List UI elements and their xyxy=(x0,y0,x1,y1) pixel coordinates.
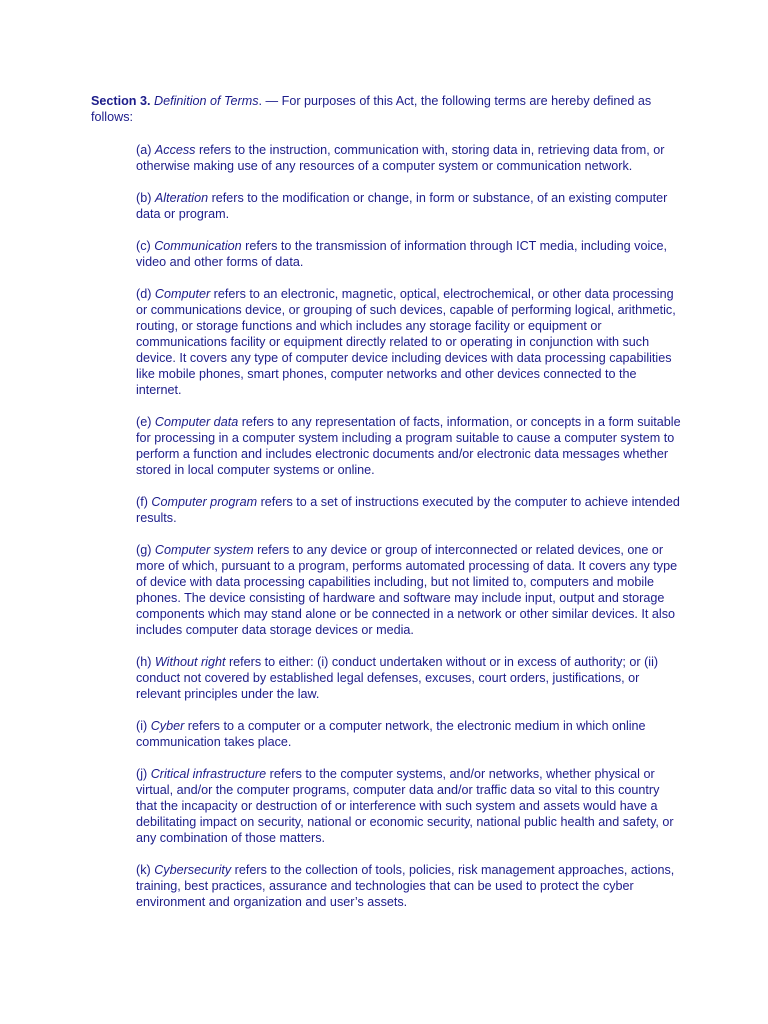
definition-text: refers to any representation of facts, information, or concepts in a form suitable for processing in a computer system including a program suitable to cause a computer system to perform a function and includes electronic documents and/or electronic data messages whether stored in local computer systems or online. xyxy=(136,415,681,477)
definition-letter: (i) xyxy=(136,719,151,733)
definition-letter: (b) xyxy=(136,191,155,205)
definition-computer-data xyxy=(136,414,681,478)
definition-text: refers to a computer or a computer network, the electronic medium in which online communication takes place. xyxy=(136,719,646,749)
definition-text: refers to the collection of tools, policies, risk management approaches, actions, training, best practices, assurance and technologies that can be used to protect the cyber environment and organization and user’s assets. xyxy=(136,863,675,909)
definition-letter: (k) xyxy=(136,863,155,877)
definitions-list xyxy=(136,142,681,926)
section-intro: . — For purposes of this Act, the following terms are hereby defined as follows: xyxy=(91,94,652,124)
definition-letter: (f) xyxy=(136,495,152,509)
definition-term: Communication xyxy=(154,239,242,253)
definition-letter: (c) xyxy=(136,239,155,253)
definition-term: Cyber xyxy=(150,719,185,733)
definition-term: Computer xyxy=(154,287,211,301)
definition-cyber xyxy=(136,718,681,750)
definition-term: Computer system xyxy=(154,543,254,557)
definition-computer-program xyxy=(136,494,681,526)
definition-computer xyxy=(136,286,681,398)
definition-cybersecurity xyxy=(136,862,681,910)
definition-letter: (g) xyxy=(136,543,155,557)
definition-letter: (e) xyxy=(136,415,155,429)
definition-access xyxy=(136,142,681,174)
definition-letter: (h) xyxy=(136,655,155,669)
section-heading-paragraph xyxy=(91,93,691,125)
section-title: Definition of Terms xyxy=(154,94,259,108)
definition-text: refers to the transmission of information through ICT media, including voice, video and other forms of data. xyxy=(136,239,668,269)
section-label: Section 3. xyxy=(91,94,151,108)
definition-term: Without right xyxy=(154,655,226,669)
definition-text: refers to the modification or change, in form or substance, of an existing computer data or program. xyxy=(136,191,668,221)
definition-text: refers to either: (i) conduct undertaken without or in excess of authority; or (ii) conduct not covered by established legal defenses, excuses, court orders, justifications, or relevant principles under the law. xyxy=(136,655,659,701)
definition-letter: (a) xyxy=(136,143,155,157)
definition-communication xyxy=(136,238,681,270)
definition-text: refers to an electronic, magnetic, optical, electrochemical, or other data processing or communications device, or grouping of such devices, capable of performing logical, arithmetic, routing, or storage functions and which includes any storage facility or equipment or communications facility or equipment directly related to or operating in conjunction with such device. It covers any type of computer device including devices with data processing capabilities like mobile phones, smart phones, computer networks and other devices connected to the internet. xyxy=(136,287,676,397)
definition-text: refers to the instruction, communication with, storing data in, retrieving data from, or otherwise making use of any resources of a computer system or communication network. xyxy=(136,143,665,173)
definition-term: Access xyxy=(154,143,196,157)
definition-term: Critical infrastructure xyxy=(150,767,267,781)
definition-text: refers to any device or group of interconnected or related devices, one or more of which, pursuant to a program, performs automated processing of data. It covers any type of device with data processing capabilities including, but not limited to, computers and mobile phones. The device consisting of hardware and software may include input, output and storage components which may stand alone or be connected in a network or other similar devices. It also includes computer data storage devices or media. xyxy=(136,543,678,637)
definition-term: Computer program xyxy=(151,495,258,509)
definition-text: refers to the computer systems, and/or networks, whether physical or virtual, and/or the computer programs, computer data and/or traffic data so vital to this country that the incapacity or destruction of or interference with such system and assets would have a debilitating impact on security, national or economic security, national public health and safety, or any combination of those matters. xyxy=(136,767,674,845)
definition-letter: (j) xyxy=(136,767,151,781)
definition-computer-system xyxy=(136,542,681,638)
definition-letter: (d) xyxy=(136,287,155,301)
definition-critical-infrastructure xyxy=(136,766,681,846)
definition-alteration xyxy=(136,190,681,222)
definition-without-right xyxy=(136,654,681,702)
definition-term: Cybersecurity xyxy=(154,863,232,877)
definition-term: Alteration xyxy=(154,191,209,205)
definition-text: refers to a set of instructions executed by the computer to achieve intended results. xyxy=(136,495,680,525)
definition-term: Computer data xyxy=(154,415,239,429)
